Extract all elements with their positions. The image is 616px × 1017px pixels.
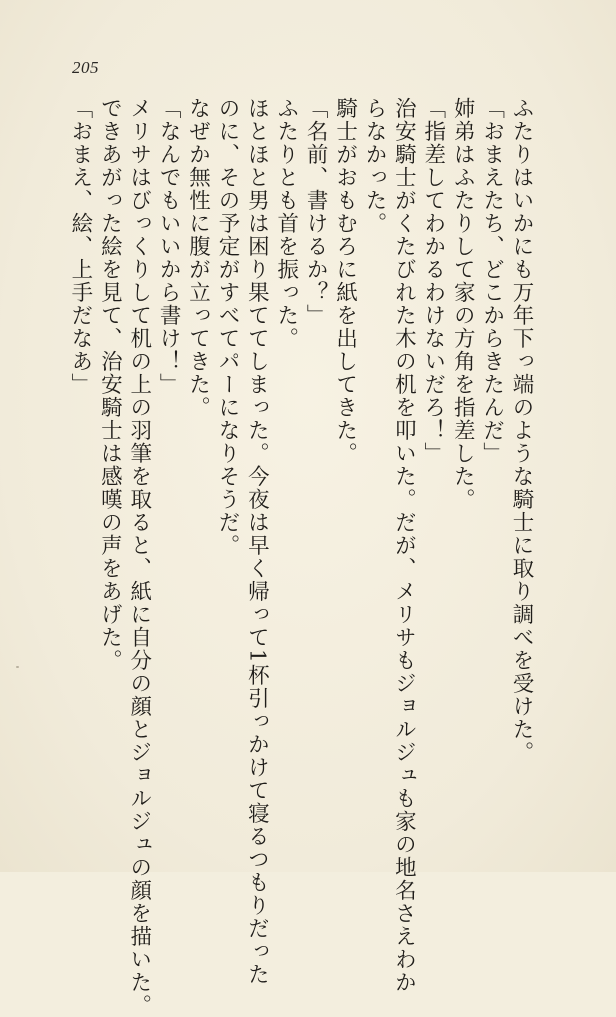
paper-speck <box>16 666 19 668</box>
text-line: 「指差してわかるわけないだろ！」 <box>420 97 446 465</box>
text-line: 騎士がおもむろに紙を出してきた。 <box>332 97 358 465</box>
text-line: ふたりはいかにも万年下っ端のような騎士に取り調べを受けた。 <box>509 97 534 764</box>
text-line: なぜか無性に腹が立ってきた。 <box>185 97 211 419</box>
text-line: 姉弟はふたりして家の方角を指差した。 <box>450 97 476 511</box>
text-line: ふたりとも首を振った。 <box>273 97 299 350</box>
text-line: できあがった絵を見て、治安騎士は感嘆の声をあげた。 <box>97 97 123 672</box>
text-line: 「おまえたち、どこからきたんだ」 <box>479 97 505 465</box>
body-text <box>66 97 537 1017</box>
text-line: ほとほと男は困り果ててしまった。今夜は早く帰って1杯引っかけて寝るつもりだった <box>244 97 270 987</box>
page-number: 205 <box>72 58 99 77</box>
text-line: メリサはびっくりして机の上の羽筆を取ると、紙に自分の顔とジョルジュの顔を描いた。 <box>126 97 152 1017</box>
text-line: のに、その予定がすべてパーになりそうだ。 <box>214 97 240 557</box>
text-line: 「なんでもいいから書け！」 <box>156 97 182 396</box>
text-line: 「おまえ、絵、上手だなあ」 <box>67 97 93 396</box>
text-line: 治安騎士がくたびれた木の机を叩いた。だが、メリサもジョルジュも家の地名さえわか <box>391 97 417 994</box>
text-line: らなかった。 <box>361 97 387 235</box>
text-line: 「名前、書けるか？」 <box>303 97 329 327</box>
